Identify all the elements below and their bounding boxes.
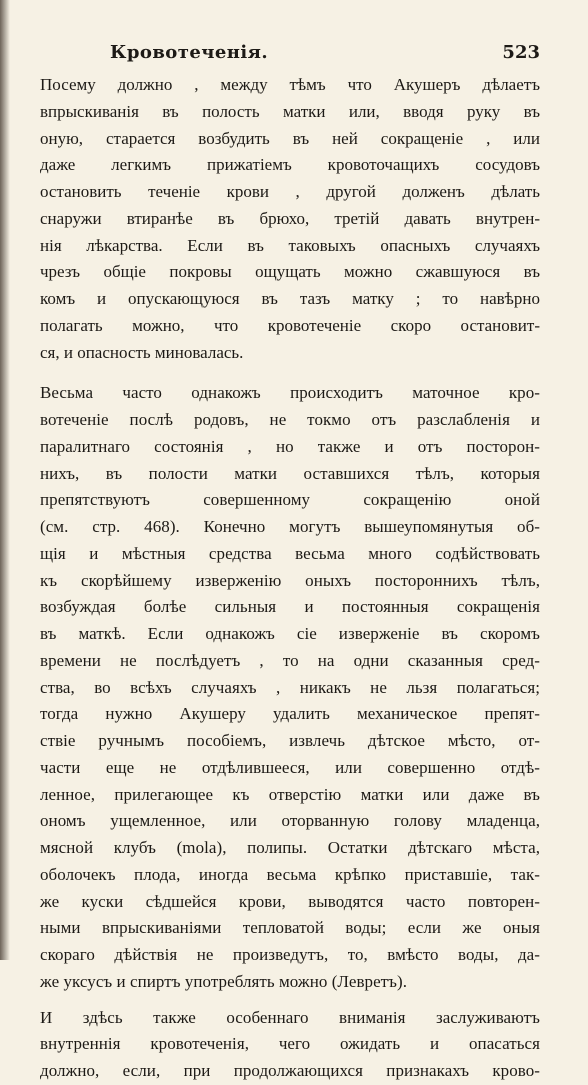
- paragraph-line: снаружи втиранѣе въ брюхо, третій давать внутрен-: [40, 208, 540, 228]
- paragraph-line: ствіе ручнымъ пособіемъ, извлечь дѣтское мѣсто, от-: [40, 731, 540, 750]
- paragraph-line: возбуждая болѣе сильныя и постоянныя сокращенія: [40, 597, 540, 617]
- paragraph-line: остановить теченіе крови , другой долженъ дѣлать: [40, 182, 540, 201]
- paragraph-line: полагать можно, что кровотеченіе скоро остановит-: [40, 315, 540, 335]
- paragraph-line: внутреннія кровотеченія, чего ожидать и опасаться: [40, 1034, 540, 1054]
- paragraph-line: оболочекъ плода, иногда весьма крѣпко приставшіе, так-: [40, 864, 540, 884]
- running-title: Кровотеченія.: [110, 42, 269, 63]
- paragraph-line: ства, во всѣхъ случаяхъ , никакъ не льзя полагаться;: [40, 677, 540, 697]
- paragraph-line: ся, и опасность миновалась.: [40, 342, 244, 362]
- paragraph-line: вотеченіе послѣ родовъ, не токмо отъ разслабленія и: [40, 410, 540, 429]
- paragraph-line: въ маткѣ. Если однакожъ сіе изверженіе въ скоромъ: [40, 624, 540, 643]
- page-gutter-shadow: [0, 0, 10, 960]
- paragraph-line: чрезъ общіе покровы ощущать можно сжавшуюся въ: [40, 262, 540, 282]
- paragraph-1: [40, 72, 540, 366]
- paragraph-line: ленное, прилегающее къ отверстію матки или даже въ: [40, 784, 540, 804]
- paragraph-line: мясной клубъ (mola), полипы. Остатки дѣтскаго мѣста,: [40, 838, 540, 857]
- paragraph-line: времени не послѣдуетъ , то на одни сказанныя сред-: [40, 650, 540, 670]
- paragraph-line: части еще не отдѣлившееся, или совершенно отдѣ-: [40, 757, 540, 777]
- paragraph-line: къ скорѣйшему изверженію оныхъ постороннихъ тѣлъ,: [40, 570, 540, 590]
- paragraph-line: Весьма часто однакожъ происходитъ маточное кро-: [40, 383, 540, 403]
- paragraph-line: нихъ, въ полости матки оставшихся тѣлъ, которыя: [40, 463, 540, 483]
- page-number: 523: [502, 42, 540, 63]
- paragraph-line: препятствуютъ совершенному сокращенію оной: [40, 490, 540, 510]
- paragraph-line: ономъ ущемленное, или оторванную голову младенца,: [40, 811, 540, 831]
- paragraph-line: И здѣсь также особеннаго вниманія заслуживаютъ: [40, 1007, 540, 1027]
- paragraph-line: же куски сѣдшейся крови, выводятся часто повторен-: [40, 891, 540, 911]
- paragraph-line: нія лѣкарства. Если въ таковыхъ опасныхъ случаяхъ: [40, 235, 540, 255]
- paragraph-2: [40, 380, 540, 995]
- paragraph-line: щія и мѣстныя средства весьма много содѣйствовать: [40, 543, 540, 563]
- paragraph-line: скораго дѣйствія не произведутъ, то, вмѣсто воды, да-: [40, 945, 540, 964]
- paragraph-line: Посему должно , между тѣмъ что Акушеръ дѣлаетъ: [40, 75, 540, 94]
- paragraph-line: оную, старается возбудить въ ней сокращеніе , или: [40, 128, 540, 148]
- paragraph-line: паралитнаго состоянія , но также и отъ посторон-: [40, 436, 540, 456]
- paragraph-line: должно, если, при продолжающихся признакахъ крово-: [40, 1061, 540, 1080]
- paragraph-line: же уксусъ и спиртъ употреблять можно (Левретъ).: [40, 971, 408, 991]
- paragraph-3: [40, 1005, 540, 1085]
- paragraph-line: (см. стр. 468). Конечно могутъ вышеупомянутыя об-: [40, 517, 540, 536]
- paragraph-line: комъ и опускающуюся въ тазъ матку ; то навѣрно: [40, 289, 540, 308]
- paragraph-line: ными впрыскиваніями тепловатой воды; если же оныя: [40, 918, 540, 938]
- main-text: [40, 72, 540, 1085]
- paragraph-line: впрыскиванія въ полость матки или, вводя руку въ: [40, 101, 540, 121]
- paragraph-line: тогда нужно Акушеру удалить механическое препят-: [40, 704, 540, 724]
- running-head: [110, 42, 540, 68]
- paragraph-line: даже легкимъ прижатіемъ кровоточащихъ сосудовъ: [40, 155, 540, 175]
